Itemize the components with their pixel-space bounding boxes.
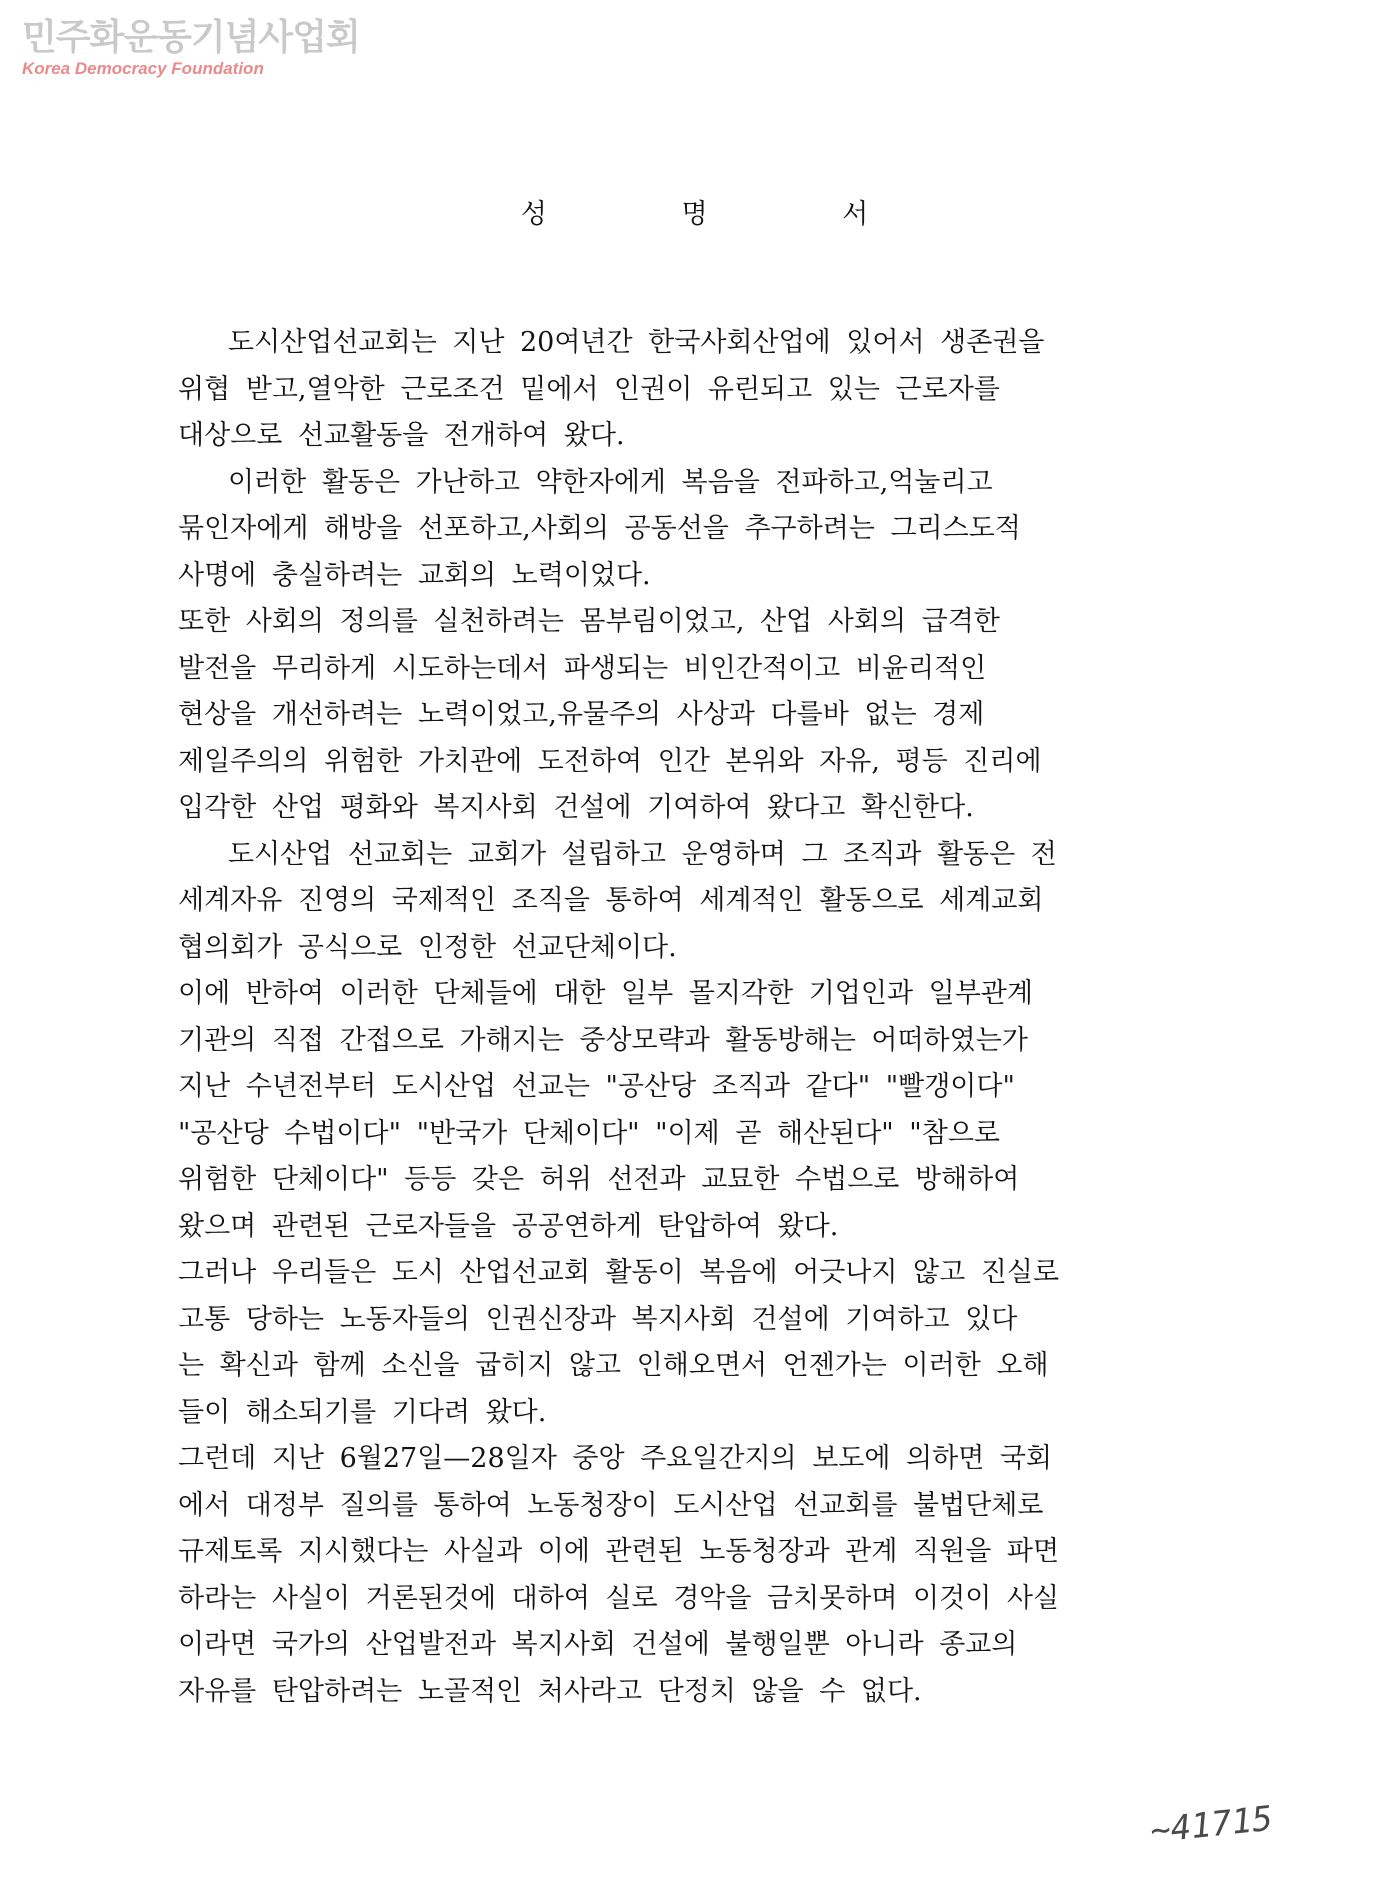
watermark-logo — [22, 17, 360, 78]
text-line: 협의회가 공식으로 인정한 선교단체이다. — [178, 931, 677, 963]
text-line: 이러한 활동은 가난하고 약한자에게 복음을 전파하고,억눌리고 — [228, 466, 993, 498]
text-line: 는 확신과 함께 소신을 굽히지 않고 인해오면서 언젠가는 이러한 오해 — [178, 1350, 1049, 1381]
text-line: 에서 대정부 질의를 통하여 노동청장이 도시산업 선교회를 불법단체로 — [178, 1489, 1044, 1521]
title-char: 서 — [842, 199, 870, 230]
text-line: 제일주의의 위험한 가치관에 도전하여 인간 본위와 자유, 평등 진리에 — [178, 745, 1042, 777]
text-line: "공산당 수법이다" "반국가 단체이다" "이제 곧 해산된다" "참으로 — [178, 1117, 1000, 1149]
text-line: 고통 당하는 노동자들의 인권신장과 복지사회 건설에 기여하고 있다 — [178, 1303, 1018, 1335]
text-line: 자유를 탄압하려는 노골적인 처사라고 단정치 않을 수 없다. — [178, 1675, 922, 1707]
text-line: 묶인자에게 해방을 선포하고,사회의 공동선을 추구하려는 그리스도적 — [178, 513, 1021, 544]
text-line: 기관의 직접 간접으로 가해지는 중상모략과 활동방해는 어떠하였는가 — [178, 1024, 1028, 1056]
watermark-english: Korea Democracy Foundation — [22, 59, 264, 78]
text-line: 입각한 산업 평화와 복지사회 건설에 기여하여 왔다고 확신한다. — [178, 792, 974, 823]
text-line: 규제토록 지시했다는 사실과 이에 관련된 노동청장과 관계 직원을 파면 — [178, 1536, 1060, 1567]
text-line: 도시산업 선교회는 교회가 설립하고 운영하며 그 조직과 활동은 전 — [228, 838, 1057, 870]
text-line: 들이 해소되기를 기다려 왔다. — [178, 1396, 547, 1428]
text-line: 세계자유 진영의 국제적인 조직을 통하여 세계적인 활동으로 세계교회 — [178, 885, 1044, 916]
title-char: 명 — [681, 199, 709, 230]
text-line: 위협 받고,열악한 근로조건 밑에서 인권이 유린되고 있는 근로자를 — [178, 373, 1000, 405]
document-body — [178, 320, 1238, 1715]
text-line: 왔으며 관련된 근로자들을 공공연하게 탄압하여 왔다. — [178, 1210, 839, 1242]
text-line: 발전을 무리하게 시도하는데서 파생되는 비인간적이고 비윤리적인 — [178, 652, 987, 684]
title-char: 성 — [520, 199, 548, 230]
text-line: 위험한 단체이다" 등등 갖은 허위 선전과 교묘한 수법으로 방해하여 — [178, 1164, 1020, 1195]
text-line: 그러나 우리들은 도시 산업선교회 활동이 복음에 어긋나지 않고 진실로 — [178, 1257, 1060, 1288]
text-line: 이라면 국가의 산업발전과 복지사회 건설에 불행일뿐 아니라 종교의 — [178, 1629, 1018, 1660]
watermark-korean: 민주화운동기념사업회 — [22, 17, 360, 58]
text-line: 하라는 사실이 거론된것에 대하여 실로 경악을 금치못하며 이것이 사실 — [178, 1582, 1060, 1614]
text-line: 대상으로 선교활동을 전개하여 왔다. — [178, 420, 625, 451]
text-line: 도시산업선교회는 지난 20여년간 한국사회산업에 있어서 생존권을 — [228, 327, 1045, 358]
text-line: 현상을 개선하려는 노력이었고,유물주의 사상과 다를바 없는 경제 — [178, 699, 985, 730]
text-line: 또한 사회의 정의를 실천하려는 몸부림이었고, 산업 사회의 급격한 — [178, 606, 1000, 637]
document-title — [0, 192, 1390, 231]
handwritten-page-mark: ~41715 — [1148, 1798, 1275, 1852]
text-line: 그런데 지난 6월27일—28일자 중앙 주요일간지의 보도에 의하면 국회 — [178, 1443, 1053, 1474]
text-line: 사명에 충실하려는 교회의 노력이었다. — [178, 559, 651, 591]
text-line: 이에 반하여 이러한 단체들에 대한 일부 몰지각한 기업인과 일부관계 — [178, 978, 1033, 1009]
text-line: 지난 수년전부터 도시산업 선교는 "공산당 조직과 같다" "빨갱이다" — [178, 1071, 1015, 1102]
